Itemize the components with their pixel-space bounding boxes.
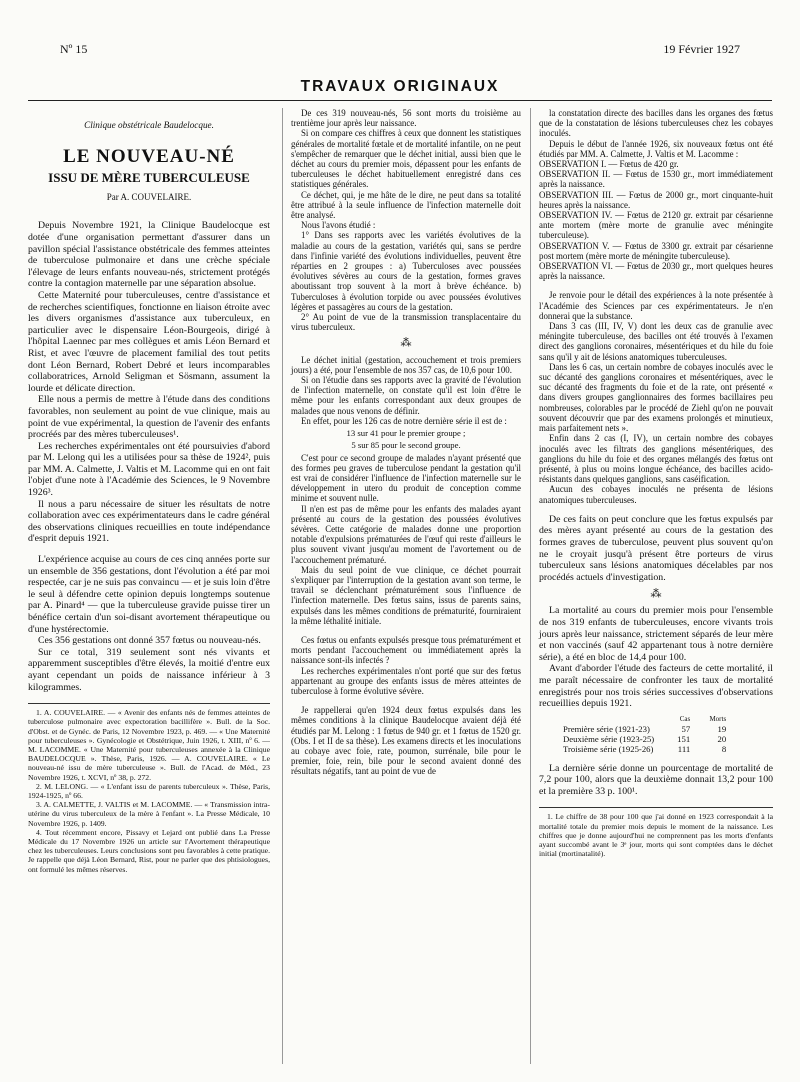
table-header: Cas [679,714,691,723]
column-1 [28,108,270,1064]
paragraph: la constatation directe des bacilles dans les organes des fœtus que de la constatation de lésions tuberculeuses chez les cobayes inoculés. [539,108,773,139]
paragraph: L'expérience acquise au cours de ces cinq années porte sur un ensemble de 356 gestations, dont l'évolution a été par moi respectée, car je ne suis pas convaincu — et je suis loin d'être le seul à défendre cette opinion depuis longtemps soutenue par A. Pinard⁴ — que la tuberculeuse gravide puisse tirer un bénéfice certain d'un soi-disant avortement thérapeutique ou d'une hystérectomie. [28,554,270,635]
footnote: 2. M. LELONG. — « L'enfant issu de parents tuberculeux ». Thèse, Paris, 1924-1925, nº 66. [28,781,270,800]
issue-date: 19 Février 1927 [663,42,740,56]
paragraph: En effet, pour les 126 cas de notre dernière série il est de : [301,415,507,426]
ratio-line: 5 sur 85 pour le second groupe. [351,440,461,451]
article-title: LE NOUVEAU-NÉ [63,146,235,168]
table-row: Troisième série (1925-26) 111 8 [563,744,727,755]
paragraph: Cette Maternité pour tuberculeuses, centre d'assistance et de recherches scientifiques, fonctionne en liaison étroite avec les divers organismes d'assistance aux tuberculeux, en particulier avec le dispensaire Léon-Bourgeois, dirigé à l'hôpital Laennec par mes collègues et amis Léon Bernard et Rist, et avec l'œuvre de placement familial des tout petits dont Léon Bernard, Robert Debré et leurs incomparables collaboratrices, Arnold Seligman et Sösmann, assument la lourde et délicate direction. [28,289,270,394]
footnote: 1. A. COUVELAIRE. — « Avenir des enfants nés de femmes atteintes de tuberculose pulmonaire avec expectoration bacillifère ». Bull. de la Soc. d'Obst. et de Gynéc. de Paris, 12 Novembre 1923, p. 469. — « Une Maternité pour tuberculeuses ». Gynécologie et Obstétrique, Juin 1926, t. XIII, nº 6. — M. LACOMME. « Une Maternité pour tuberculeuses annexée à la Clinique BAUDELOCQUE ». Thèse, Paris, 1926. — A. COUVELAIRE. « Le nouveau-né issu de mère tuberculeuse ». Bull. de l'Acad. de Méd., 23 Novembre 1926, t. XCVI, nº 38, p. 272. [28,708,270,782]
paragraph: Ce déchet, qui, je me hâte de le dire, ne peut dans sa totalité être attribué à la seule influence de l'infection maternelle doit être analysé. [291,189,521,221]
footnote: 4. Tout récemment encore, Pissavy et Lejard ont publié dans La Presse Médicale du 17 Novembre 1926 un article sur l'Avortement thérapeutique chez les tuberculeuses. Leurs conclusions sont peu favorables à cette pratique. Je rappelle que déjà Léon Bernard, Rist, pour ne parler que des phtisiologues, ont formulé les mêmes réserves. [28,827,270,874]
paragraph: De ces 319 nouveau-nés, 56 sont morts du troisième au trentième jour après leur naissance. [291,108,521,129]
paragraph: Ces fœtus ou enfants expulsés presque tous prématurément et morts pendant l'accouchement ou immédiatement après la naissance sont-ils infectés ? [291,634,521,666]
observation-item: OBSERVATION III. — Fœtus de 2000 gr., mort cinquante-huit heures après la naissance. [539,189,773,210]
paragraph: Elle nous a permis de mettre à l'étude dans des conditions favorables, non seulement au point de vue clinique, mais au point de vue expérimental, la question de l'avenir des enfants procréés par des mères tuberculeuses¹. [28,394,270,441]
column-2 [282,108,521,1064]
table-row: Deuxième série (1923-25) 151 20 [563,734,727,745]
running-header [60,42,740,62]
paragraph: 1° Dans ses rapports avec les variétés évolutives de la maladie au cours de la gestation, variétés qui, sans se perdre dans l'infinie variété des évolutions individuelles, peuvent être réparties en 2 groupes : a) Tuberculoses avec poussées évolutives sévères au cours de la gestation, formes graves aboutissant trop souvent à la mort à brève échéance. b) Tuberculoses à évolution torpide ou avec poussées évolutives légères et passagères au cours de la gestation. [291,230,521,312]
paragraph: Depuis Novembre 1921, la Clinique Baudelocque est dotée d'une organisation permettant d'assurer dans un pavillon spécial l'assistance obstétricale des femmes atteintes de tuberculose pulmonaire et dans une crèche spéciale l'élevage de leurs enfants nouveau-nés, strictement protégés contre la contagion maternelle par une séparation absolue. [28,220,270,290]
paragraph: Dans 3 cas (III, IV, V) dont les deux cas de granulie avec méningite tuberculeuse, des bacilles ont été trouvés à l'examen direct des ganglions coronaires, mésentériques et du hile du foie sans qu'il y ait de lésions anatomiques tuberculeuses. [539,321,773,362]
paragraph: Il nous a paru nécessaire de situer les résultats de notre collaboration avec ces expérimentateurs dans le cadre général des observations cliniques recueillies en toute indépendance d'esprit depuis 1921. [28,498,270,545]
observation-list [539,159,773,281]
section-separator: ⁂ [400,337,412,350]
observation-item: OBSERVATION V. — Fœtus de 3300 gr. extrait par césarienne post mortem (mère morte de méningite tuberculeuse). [539,240,773,261]
series-table [563,714,732,755]
paragraph: Je renvoie pour le détail des expériences à la note présentée à l'Académie des Sciences par ces expérimentateurs. Je n'en donnerai que la substance. [539,290,773,321]
paragraph: C'est pour ce second groupe de malades n'ayant présenté que des formes peu graves de tuberculose pendant la gestation qu'il est vrai de considérer l'influence de l'infection maternelle sur le développement in utero du produit de conception comme minime et souvent nulle. [291,452,521,504]
column-3 [530,108,773,1064]
paragraph: Si on l'étudie dans ses rapports avec la gravité de l'évolution de l'infection maternelle, on constate qu'il est loin d'être le même pour les enfants correspondant aux deux groupes de malades que nous venons de définir. [291,375,521,416]
paragraph: Ces 356 gestations ont donné 357 fœtus ou nouveau-nés. [38,635,261,647]
paragraph: Dans les 6 cas, un certain nombre de cobayes inoculés avec le suc décanté des ganglions coronaires et mésentériques, avec le suc décanté des fragments du foie et de la rate, ont présenté « dans divers groupes ganglionnaires des formes bacillaires peu nombreuses, colorables par le procédé de Ziehl qu'on ne pouvait souvent découvrir que par des examens prolongés et minutieux, mais parfaitement nets ». [539,361,773,434]
paragraph: Enfin dans 2 cas (I, IV), un certain nombre des cobayes inoculés avec les filtrats des ganglions mésentériques, des ganglions du hile du foie et des organes mélangés des fœtus ont présenté, à plus ou moins longue échéance, des bacilles acido-résistants dans quelques ganglions, sans caséification. [539,433,773,485]
paragraph: Si on compare ces chiffres à ceux que donnent les statistiques générales de mortalité fœtale et de mortalité infantile, on ne peut s'empêcher de remarquer que le déchet initial, aussi bien que le déchet au cours du premier mois, dépassent pour les enfants de tuberculeuses le déchet habituellement enregistré dans ces statistiques générales. [291,128,521,190]
observation-item: OBSERVATION IV. — Fœtus de 2120 gr. extrait par césarienne ante mortem (mère morte de granulie avec méningite tuberculeuse). [539,210,773,241]
section-title: TRAVAUX ORIGINAUX [300,78,500,95]
paragraph: De ces faits on peut conclure que les fœtus expulsés par des mères ayant présenté au cours de la gestation des formes graves de tuberculose, peuvent plus souvent qu'on ne le croyait jusqu'à présent être porteurs de virus tuberculeux sans lésions anatomiques décelables par nos procédés actuels d'investigation. [539,513,773,583]
paragraph: Sur ce total, 319 seulement sont nés vivants et apparemment susceptibles d'être élevés, la moitié d'entre eux ayant cependant un poids de naissance inférieur à 3 kilogrammes. [28,646,270,693]
paragraph: 2° Au point de vue de la transmission transplacentaire du virus tuberculeux. [291,312,521,333]
clinic-name: Clinique obstétricale Baudelocque. [84,120,214,130]
paragraph: Il n'en est pas de même pour les enfants des malades ayant présenté au cours de la gestation des poussées évolutives sévères. Cette catégorie de malades donne une proportion notable d'expulsions prématurées de l'œuf qui reste d'ailleurs le plus souvent vivant jusqu'au moment de l'avortement ou de l'accouchement prématuré. [291,503,521,565]
paragraph: Nous l'avons étudié : [301,220,376,231]
footnote: 3. A. CALMETTE, J. VALTIS et M. LACOMME. — « Transmission intra-utérine du virus tuberculeux de la mère à l'enfant ». La Presse Médicale, 10 Novembre 1926, p. 1409. [28,800,270,828]
footnotes [28,703,270,874]
paragraph: Les recherches expérimentales n'ont porté que sur des fœtus appartenant au groupe des enfants issus de mères atteintes de tuberculose à forme évolutive sévère. [291,665,521,696]
footnote: 1. Le chiffre de 38 pour 100 que j'ai donné en 1923 correspondait à la mortalité totale du premier mois depuis le moment de la naissance. Les chiffres que je donne aujourd'hui ne comprennent pas les morts d'enfants ayant succombé avant le 3ᵉ jour, morts qui sont comptées dans le déchet initial (mortinatalité). [539,812,773,859]
header-rule [28,100,772,101]
observation-item: OBSERVATION II. — Fœtus de 1530 gr., mort immédiatement après la naissance. [539,169,773,190]
section-separator: ⁂ [650,588,662,601]
footnotes [539,807,773,858]
paragraph: Je rappellerai qu'en 1924 deux fœtus expulsés dans les mêmes conditions à la clinique Baudelocque avaient déjà été étudiés par M. Lelong : 1 fœtus de 940 gr. et 1 fœtus de 1520 gr. (Obs. I et II de sa thèse). Les examens directs et les inoculations au cobaye avec foie, rate, poumon, surrénale, bile pour le premier, foie, rein, bile pour le second avaient donné des résultats négatifs, tant au point de vue de [291,705,521,777]
article-subtitle: ISSU DE MÈRE TUBERCULEUSE [48,170,250,186]
paragraph: Les recherches expérimentales ont été poursuivies d'abord par M. Lelong qui les a utilisées pour sa thèse de 1924², puis par MM. A. Calmette, J. Valtis et M. Lacomme qui en ont fait l'objet d'une note à l'Académie des Sciences, le 9 Novembre 1926³. [28,440,270,499]
intro-body [28,220,270,693]
paragraph: La mortalité au cours du premier mois pour l'ensemble de nos 319 enfants de tuberculeuses, encore vivants trois jours après leur naissance, strictement séparés de leur mère et non vaccinés (sauf 42 appartenant tous à notre dernière série), a été en bloc de 14,4 pour 100. [539,605,773,663]
author-byline: Par A. COUVELAIRE. [106,192,192,203]
paragraph: Depuis le début de l'année 1926, six nouveaux fœtus ont été étudiés par MM. A. Calmette, J. Valtis et M. Lacomme : [539,138,773,159]
paragraph: La dernière série donne un pourcentage de mortalité de 7,2 pour 100, alors que la deuxième donnait 13,2 pour 100 et la première 33 p. 100¹. [539,762,773,797]
paragraph: Aucun des cobayes inoculés ne présenta de lésions anatomiques tuberculeuses. [539,484,773,505]
observation-item: OBSERVATION I. — Fœtus de 420 gr. [539,159,679,170]
ratio-line: 13 sur 41 pour le premier groupe ; [346,428,466,439]
issue-number: Nº 15 [60,42,88,56]
observation-item: OBSERVATION VI. — Fœtus de 2030 gr., mort quelques heures après la naissance. [539,261,773,282]
table-row: Première série (1921-23) 57 19 [563,724,727,735]
paragraph: Le déchet initial (gestation, accouchement et trois premiers jours) a été, pour l'ensemble de nos 357 cas, de 10,6 pour 100. [291,354,521,375]
paragraph: Avant d'aborder l'étude des facteurs de cette mortalité, il me paraît nécessaire de confronter les taux de mortalité enregistrés pour nos trois séries successives d'observations recueillies depuis 1921. [539,663,773,710]
paragraph: Mais du seul point de vue clinique, ce déchet pourrait s'expliquer par l'interruption de la gestation avant son terme, le travail se déclenchant prématurément sous l'influence de l'infection maternelle. Des fœtus sains, issus de parents sains, expulsés dans les mêmes conditions de prématurité, fourniraient la même léthalité initiale. [291,564,521,626]
table-header: Morts [709,714,727,723]
